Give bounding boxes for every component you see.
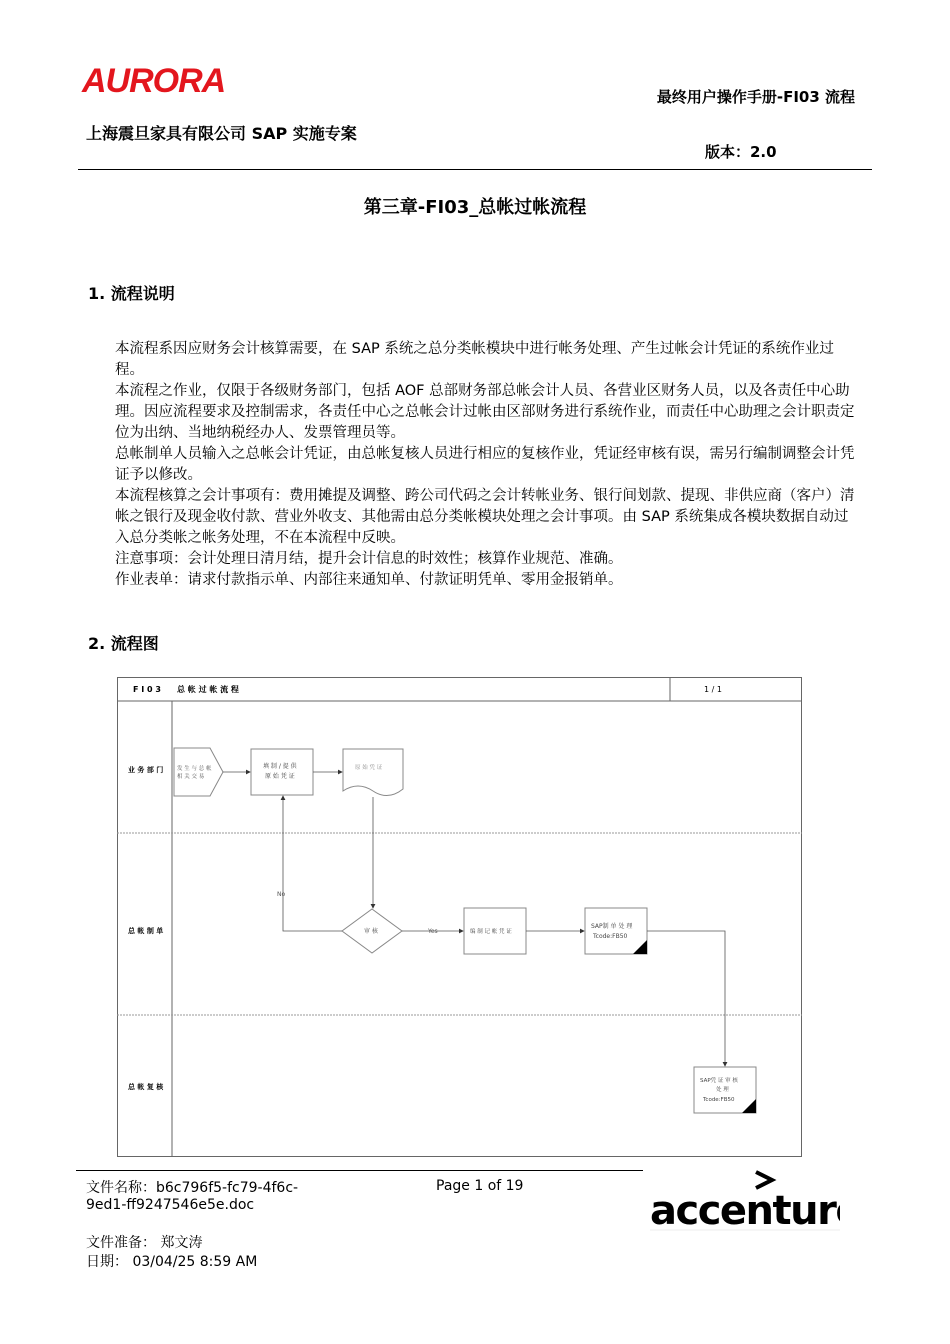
fill-voucher-label: 原 始 凭 证 <box>265 773 295 780</box>
flowchart <box>117 677 802 1157</box>
sap-review-tcode: Tcode:FB50 <box>703 1097 735 1103</box>
aurora-logo: AURORA <box>82 62 226 100</box>
accenture-logo-svg <box>650 1168 840 1232</box>
compile-voucher-label: 编 制 记 帐 凭 证 <box>470 929 512 935</box>
fill-voucher-box <box>251 749 313 795</box>
sap-review-label: SAP凭 证 审 核 <box>700 1078 738 1084</box>
process-description <box>115 339 860 591</box>
fill-voucher-label: 填 制 / 提 供 <box>263 763 297 770</box>
chart-code: F I 0 3 <box>133 685 161 694</box>
start-label: 相 关 交 易 <box>177 774 205 780</box>
paragraph: 作业表单：请求付款指示单、内部往来通知单、付款证明凭单、零用金报销单。 <box>115 572 623 588</box>
accenture-logo <box>650 1168 840 1236</box>
arrow-sap-to-review <box>647 931 725 1066</box>
arrow-review-no <box>283 796 342 931</box>
section-2-title: 2. 流程图 <box>88 634 159 653</box>
sap-entry-tcode: Tcode:FB50 <box>593 933 628 940</box>
company-name: 上海震旦家具有限公司 SAP 实施专案 <box>86 124 357 143</box>
source-document-shape <box>343 749 403 796</box>
paragraph: 注意事项：会计处理日清月结，提升会计信息的时效性；核算作业规范、准确。 <box>115 551 623 567</box>
paragraph: 本流程之作业，仅限于各级财务部门，包括 AOF 总部财务部总帐会计人员、各营业区财务人员，以及各责任中心助理。因应流程要求及控制需求，各责任中心之总帐会计过帐由区部财务进行系统作业，而责任中心助理之会计职责定位为出纳、当地纳税经办人、发票管理员等。 <box>115 383 855 441</box>
lane-label-business: 业 务 部 门 <box>128 766 164 774</box>
paragraph: 本流程系因应财务会计核算需要，在 SAP 系统之总分类帐模块中进行帐务处理、产生过帐会计凭证的系统作业过程。 <box>115 341 834 378</box>
start-label: 发 生 与 总 帐 <box>177 766 212 772</box>
file-name-line1: 文件名称：b6c796f5-fc79-4f6c- <box>86 1180 299 1196</box>
chart-page: 1 / 1 <box>704 685 722 694</box>
section-1-title: 1. 流程说明 <box>88 284 175 303</box>
page-number: Page 1 of 19 <box>436 1178 524 1194</box>
file-name-line2: 9ed1-ff9247546e5e.doc <box>86 1197 255 1213</box>
accenture-chevron-icon <box>756 1172 772 1188</box>
sap-entry-label: SAP制 单 处 理 <box>591 923 633 930</box>
paragraph: 总帐制单人员输入之总帐会计凭证，由总帐复核人员进行相应的复核作业，凭证经审核有误，需另行编制调整会计凭证予以修改。 <box>115 446 855 483</box>
sap-review-label: 处 理 <box>716 1087 729 1093</box>
header-divider <box>78 169 872 170</box>
lane-label-gl-review: 总 帐 复 核 <box>128 1083 164 1091</box>
no-label: No <box>277 891 286 898</box>
lane-label-gl-entry: 总 帐 制 单 <box>128 927 164 935</box>
paragraph: 本流程核算之会计事项有：费用摊提及调整、跨公司代码之会计转帐业务、银行间划款、提现、非供应商（客户）清帐之银行及现金收付款、营业外收支、其他需由总分类帐模块处理之会计事项。由 SAP 系统集成各模块数据自动过入总分类帐之帐务处理，不在本流程中反映。 <box>115 488 855 546</box>
prepared-by: 文件准备： 郑文涛 <box>86 1235 203 1251</box>
manual-title: 最终用户操作手册-FI03 流程 <box>656 88 855 106</box>
start-transaction-shape <box>174 748 223 796</box>
source-document-label: 原 始 凭 证 <box>355 765 383 771</box>
sap-entry-box <box>585 908 647 954</box>
review-label: 审 核 <box>364 928 378 935</box>
document-date: 日期： 03/04/25 8:59 AM <box>86 1254 258 1270</box>
accenture-wordmark: accenture <box>650 1188 840 1232</box>
footer-divider <box>76 1170 643 1171</box>
yes-label: Yes <box>428 928 438 935</box>
chart-name: 总 帐 过 帐 流 程 <box>177 685 239 694</box>
chapter-title: 第三章-FI03_总帐过帐流程 <box>363 197 587 218</box>
version-label: 版本：2.0 <box>705 143 777 161</box>
flowchart-svg <box>117 677 802 1157</box>
